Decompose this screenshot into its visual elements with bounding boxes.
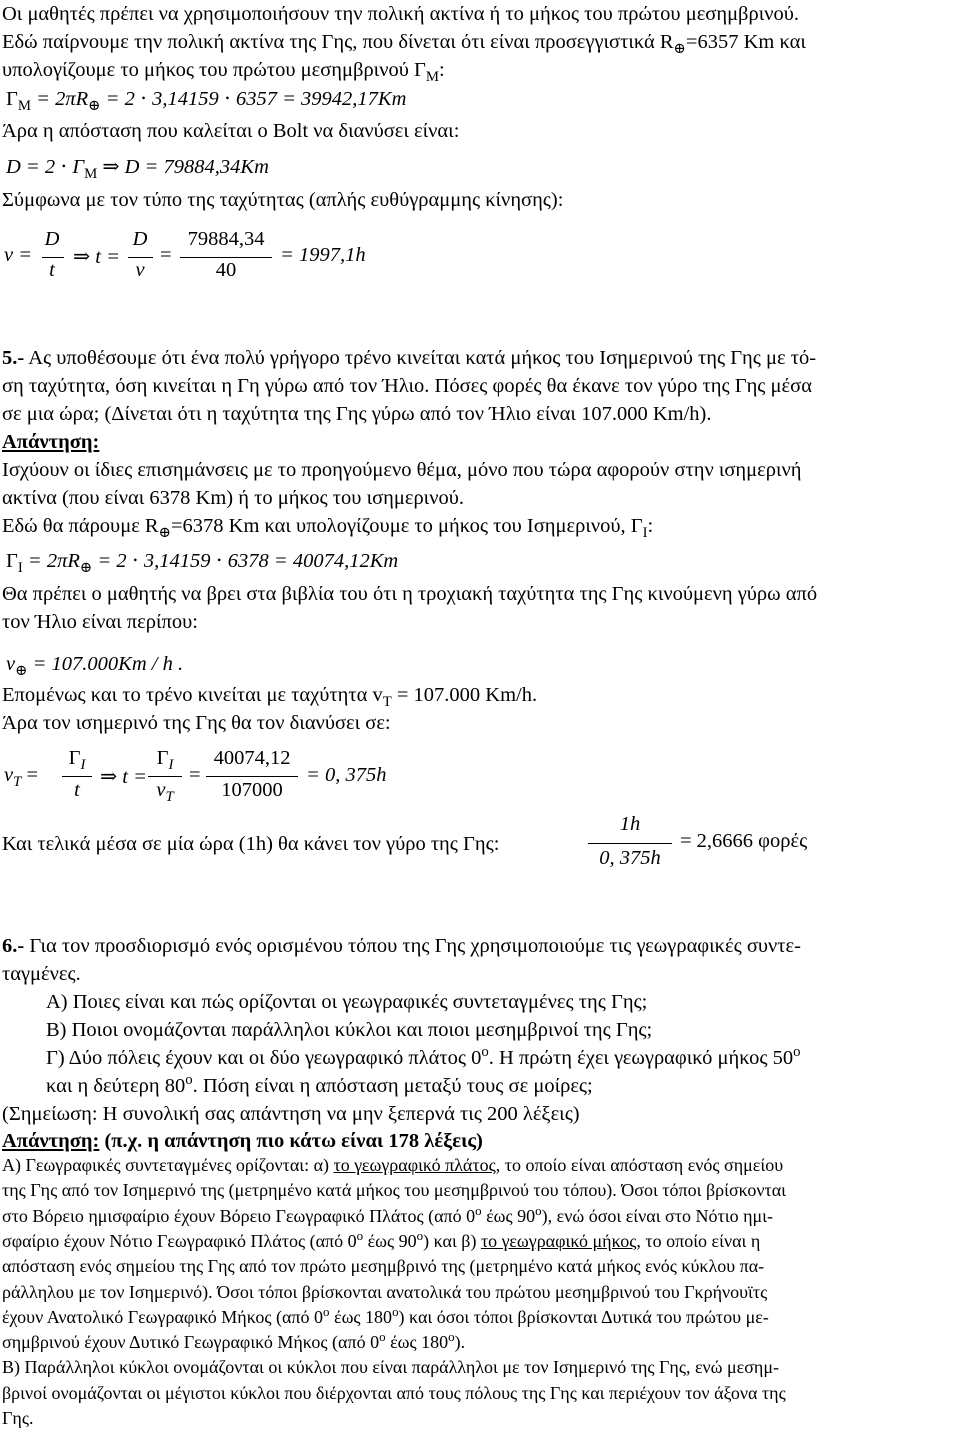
text-line: ακτίνα (που είναι 6378 Km) ή το μήκος του ισημερινού. bbox=[2, 487, 464, 509]
text-line: σε μια ώρα; (Δίνεται ότι η ταχύτητα της Γης γύρω από τον Ήλιο είναι 107.000 Km/h). bbox=[2, 403, 712, 425]
eq-lhs: $v_T$ = bbox=[4, 764, 39, 791]
answer-line: σφαίριο έχουν Νότιο Γεωγραφικό Πλάτος (από $0^o$ έως $90^o$) και β) το γεωγραφικό μήκος, το οποίο είναι η bbox=[2, 1227, 761, 1251]
eq-denominator: t bbox=[74, 779, 80, 801]
text-line: Θα πρέπει ο μαθητής να βρει στα βιβλία του ότι η τροχιακή ταχύτητα της Γης κινούμενη γύρω από bbox=[2, 583, 818, 605]
eq-denominator: t bbox=[49, 259, 55, 281]
answer-line: στο Βόρειο ημισφαίριο έχουν Βόρειο Γεωγραφικό Πλάτος (από $0^o$ έως $90^o$), ενώ όσοι είναι στο Νότιο ημι- bbox=[2, 1202, 773, 1226]
question-6a: Α) Ποιες είναι και πώς ορίζονται οι γεωγραφικές συντεταγμένες της Γης; bbox=[46, 991, 648, 1013]
eq-result: = 0, 375h bbox=[306, 764, 387, 786]
note-line: (Σημείωση: Η συνολική σας απάντηση να μην ξεπερνά τις 200 λέξεις) bbox=[2, 1103, 580, 1125]
question-5: 5.- Ας υποθέσουμε ότι ένα πολύ γρήγορο τρένο κινείται κατά μήκος του Ισημερινού της Γης με τό- bbox=[2, 347, 817, 369]
text-line: Επομένως και το τρένο κινείται με ταχύτητα $v_T = 107.000$ Km/h. bbox=[2, 684, 538, 711]
answer-line: ράλληλου με τον Ισημερινό). Όσοι τόποι βρίσκονται ανατολικά του πρώτου μεσημβρινού του Γκρήνουϊτς bbox=[2, 1281, 768, 1302]
equation-earth-speed: $v_\oplus = 107.000Km / h$ . bbox=[6, 653, 184, 680]
eq-denominator: 107000 bbox=[221, 779, 283, 801]
eq-numerator: 1h bbox=[619, 813, 641, 835]
fraction-bar bbox=[180, 257, 272, 258]
answer-line: απόσταση ενός σημείου της Γης από τον πρώτο μεσημβρινό της (μετρημένο κατά μήκος ενός κύκλου πα- bbox=[2, 1256, 765, 1277]
fraction-bar bbox=[206, 776, 298, 777]
eq-result: = 1997,1h bbox=[280, 244, 366, 266]
eq-numerator: 79884,34 bbox=[187, 228, 265, 250]
eq-numerator: D bbox=[44, 228, 60, 250]
text-line: ση ταχύτητα, όση κινείται η Γη γύρω από τον Ήλιο. Πόσες φορές θα έκανε τον γύρο της Γης μέσα bbox=[2, 375, 812, 397]
text-line: και η δεύτερη $80^o$. Πόση είναι η απόσταση μεταξύ τους σε μοίρες; bbox=[46, 1072, 593, 1097]
equation-meridian-length: $\Gamma_M = 2\pi R_\oplus = 2 \cdot 3,14159 \cdot 6357 = 39942,17Km$ bbox=[6, 88, 407, 115]
fraction-bar bbox=[128, 257, 153, 258]
eq-result: = 2,6666 φορές bbox=[680, 830, 808, 852]
answer-heading: Απάντηση: (π.χ. η απάντηση πιο κάτω είναι 178 λέξεις) bbox=[2, 1130, 483, 1152]
text-line: Άρα τον ισημερινό της Γης θα τον διανύσει σε: bbox=[2, 712, 391, 734]
eq-numerator: D bbox=[132, 228, 148, 250]
fraction-bar bbox=[588, 843, 672, 844]
fraction-bar bbox=[62, 776, 92, 777]
answer-heading: Απάντηση: bbox=[2, 431, 100, 453]
eq-numerator: 40074,12 bbox=[213, 747, 291, 769]
eq-numerator: $\Gamma_I$ bbox=[68, 747, 86, 774]
answer-line: Γης. bbox=[2, 1408, 34, 1428]
eq-denominator: 40 bbox=[215, 259, 237, 281]
text-line: τον Ήλιο είναι περίπου: bbox=[2, 611, 198, 633]
answer-line: σημβρινού έχουν Δυτικό Γεωγραφικό Μήκος (από $0^o$ έως $180^o$). bbox=[2, 1329, 466, 1353]
text-line: ταγμένες. bbox=[2, 963, 81, 985]
text-line: υπολογίζουμε το μήκος του πρώτου μεσημβρινού $\Gamma_M$: bbox=[2, 59, 445, 86]
fraction-bar bbox=[148, 776, 182, 777]
eq-lhs: v = bbox=[4, 244, 33, 266]
text-line: Ισχύουν οι ίδιες επισημάνσεις με το προηγούμενο θέμα, μόνο που τώρα αφορούν στην ισημερινή bbox=[2, 459, 802, 481]
text-line: Εδώ παίρνουμε την πολική ακτίνα της Γης, που δίνεται ότι είναι προσεγγιστικά $R_\oplus=6357$ Km και bbox=[2, 31, 806, 58]
answer-line: έχουν Ανατολικό Γεωγραφικό Μήκος (από $0^o$ έως $180^o$) και όσοι τόποι βρίσκονται Δυτικά του πρώτου με- bbox=[2, 1303, 769, 1327]
answer-line: βρινοί ονομάζονται οι μέγιστοι κύκλοι που διέρχονται από τους πόλους της Γης και περιέχουν τον άξονα της bbox=[2, 1382, 786, 1403]
question-6: 6.- Για τον προσδιορισμό ενός ορισμένου τόπου της Γης χρησιμοποιούμε τις γεωγραφικές συντε- bbox=[2, 935, 801, 957]
text-line: Σύμφωνα με τον τύπο της ταχύτητας (απλής ευθύγραμμης κίνησης): bbox=[2, 189, 564, 211]
eq-denominator: v bbox=[135, 259, 145, 281]
equation-equator-length: $\Gamma_I = 2\pi R_\oplus = 2 \cdot 3,14159 \cdot 6378 = 40074,12Km$ bbox=[6, 550, 399, 577]
eq-implies: ⇒ t = bbox=[73, 246, 120, 268]
eq-implies: ⇒ t = bbox=[100, 766, 147, 788]
answer-line: Α) Γεωγραφικές συντεταγμένες ορίζονται: α) το γεωγραφικό πλάτος, το οποίο είναι απόσταση ενός σημείου bbox=[2, 1155, 784, 1175]
text-line: Άρα η απόσταση που καλείται ο Bolt να διανύσει είναι: bbox=[2, 120, 460, 142]
eq-denominator: 0, 375h bbox=[599, 847, 661, 869]
question-6c: Γ) Δύο πόλεις έχουν και οι δύο γεωγραφικό πλάτος $0^o$. Η πρώτη έχει γεωγραφικό μήκος $50^o$ bbox=[46, 1044, 801, 1069]
fraction-bar bbox=[42, 257, 64, 258]
text-line: Εδώ θα πάρουμε $R_\oplus=6378$ Km και υπολογίζουμε το μήκος του Ισημερινού, $\Gamma_I$: bbox=[2, 515, 654, 542]
question-6b: Β) Ποιοι ονομάζονται παράλληλοι κύκλοι και ποιοι μεσημβρινοί της Γης; bbox=[46, 1019, 653, 1041]
answer-line: της Γης από τον Ισημερινό της (μετρημένο κατά μήκος του μεσημβρινού του τόπου). Όσοι τόποι βρίσκονται bbox=[2, 1180, 786, 1201]
text-line: Οι μαθητές πρέπει να χρησιμοποιήσουν την πολική ακτίνα ή το μήκος του πρώτου μεσημβρινού. bbox=[2, 3, 800, 25]
eq-equals: = bbox=[160, 244, 172, 266]
equation-distance: $D = 2 \cdot \Gamma_M$ ⇒ D = 79884,34Km bbox=[6, 156, 269, 183]
text-line: Και τελικά μέσα σε μία ώρα (1h) θα κάνει τον γύρο της Γης: bbox=[2, 833, 500, 855]
eq-equals: = bbox=[189, 764, 201, 786]
eq-numerator: $\Gamma_I$ bbox=[156, 747, 174, 774]
eq-denominator: $v_T$ bbox=[156, 779, 174, 806]
answer-line: Β) Παράλληλοι κύκλοι ονομάζονται οι κύκλοι που είναι παράλληλοι με τον Ισημερινό της Γης, ενώ μεσημ- bbox=[2, 1357, 779, 1378]
